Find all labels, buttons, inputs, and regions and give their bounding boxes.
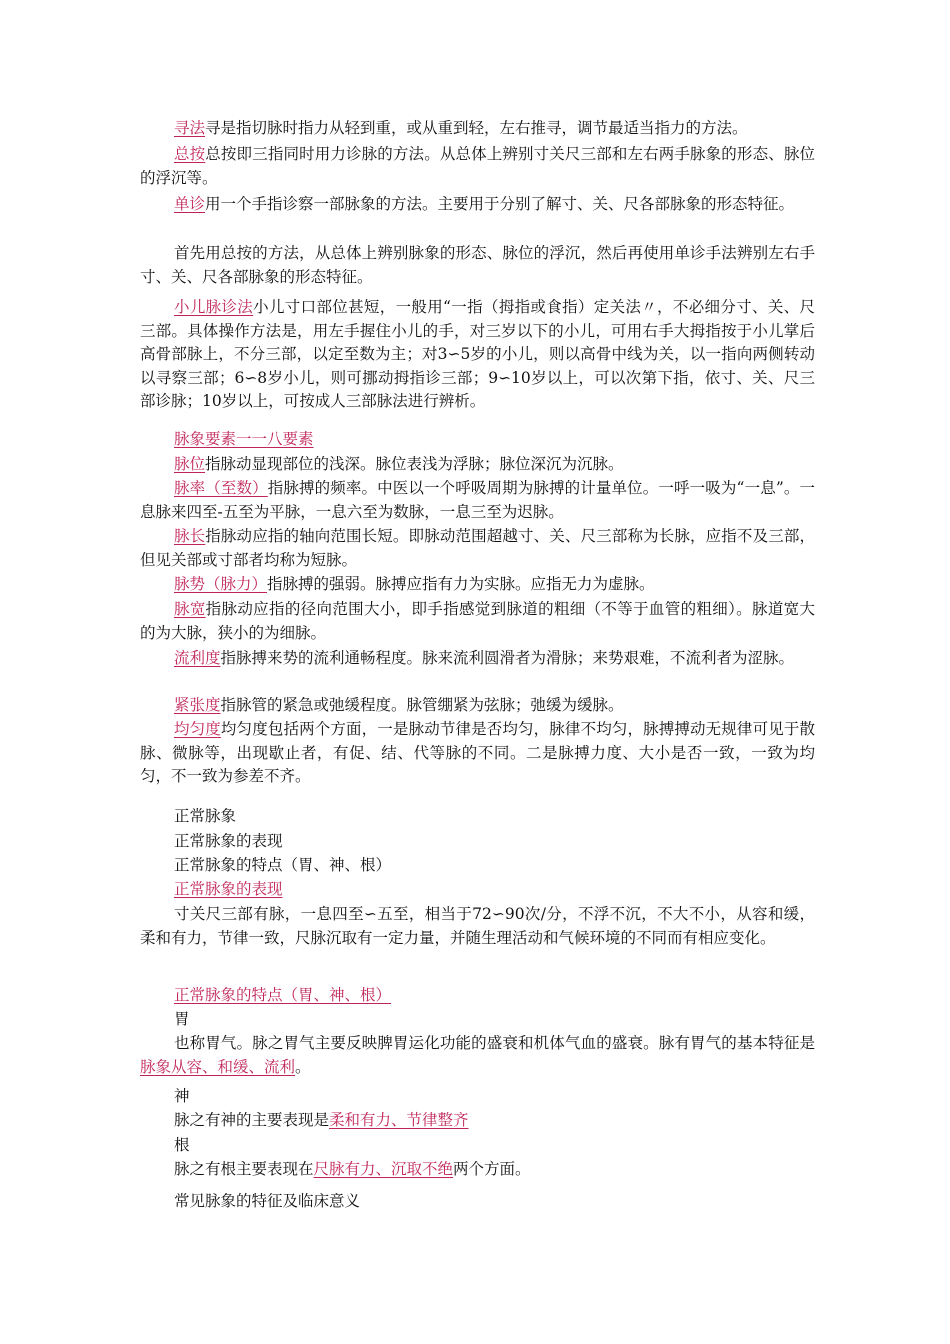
paragraph-wei: [140, 1032, 815, 1079]
heading-common-pulses: 常见脉象的特征及临床意义: [174, 1192, 361, 1210]
term-elements: 脉象要素一一八要素: [174, 430, 314, 448]
text-maiwei: 指脉动显现部位的浅深。脉位表浅为浮脉；脉位深沉为沉脉。: [205, 455, 624, 473]
term-liulidu: 流利度: [174, 649, 221, 667]
label-shen: 神: [174, 1087, 190, 1105]
paragraph-first: [140, 242, 815, 289]
text-maikuan: 指脉动应指的径向范围大小，即手指感觉到脉道的粗细（不等于血管的粗细）。脉道宽大的为大脉，狭小的为细脉。: [140, 600, 815, 642]
outline-normal-pulse-features: 正常脉象的特点（胃、神、根）: [174, 856, 392, 874]
highlight-wei: 脉象从容、和缓、流利: [140, 1057, 296, 1076]
term-maishi: 脉势（脉力）: [174, 575, 268, 593]
text-wei-b: 。: [295, 1057, 311, 1076]
term-mailv: 脉率（至数）: [174, 479, 268, 497]
heading-features: [174, 984, 815, 1008]
term-xiaoer: 小儿脉诊法: [174, 298, 254, 316]
text-zongan: 总按即三指同时用力诊脉的方法。从总体上辨别寸关尺三部和左右两手脉象的形态、脉位的浮沉等。: [140, 145, 815, 187]
term-junyundu: 均匀度: [174, 720, 221, 738]
text-maishi: 指脉搏的强弱。脉搏应指有力为实脉。应指无力为虚脉。: [267, 575, 655, 593]
outline-normal-pulse-manifestation: 正常脉象的表现: [174, 832, 283, 850]
text-gen-a: 脉之有根主要表现在: [174, 1160, 314, 1178]
paragraph-gen: [174, 1158, 815, 1182]
paragraph-zongan: [140, 143, 815, 190]
paragraph-jinzhangdu: [140, 694, 815, 718]
label-wei: 胃: [174, 1010, 190, 1028]
term-maikuan: 脉宽: [174, 600, 206, 618]
outline-normal-pulse: 正常脉象: [174, 807, 237, 825]
text-danzhen: 用一个手指诊察一部脉象的方法。主要用于分别了解寸、关、尺各部脉象的形态特征。: [205, 195, 795, 213]
paragraph-danzhen: [140, 193, 815, 217]
text-xiaoer: 小儿寸口部位甚短，一般用“一指（拇指或食指）定关法〃，不必细分寸、关、尺三部。具体操作方法是，用左手握住小儿的手，对三岁以下的小儿，可用右手大拇指按于小儿掌后高骨部脉上，不分三部，以定至数为主；对3∽5岁的小儿，则以高骨中线为关，以一指向两侧转动以寻察三部；6∽8岁小儿，则可挪动拇指诊三部；9∽10岁以上，可以次第下指，依寸、关、尺三部诊脉；10岁以上，可按成人三部脉法进行辨析。: [140, 298, 815, 410]
text-maichang: 指脉动应指的轴向范围长短。即脉动范围超越寸、关、尺三部称为长脉，应指不及三部，但见关部或寸部者均称为短脉。: [140, 527, 815, 569]
text-shen-a: 脉之有神的主要表现是: [174, 1111, 330, 1129]
highlight-shen: 柔和有力、节律整齐: [329, 1111, 469, 1129]
text-mailv: 指脉搏的频率。中医以一个呼吸周期为脉搏的计量单位。一呼一吸为“一息”。一息脉来四至-五至为平脉，一息六至为数脉，一息三至为迟脉。: [140, 479, 815, 521]
paragraph-xiaoer: [140, 296, 815, 414]
term-jinzhangdu: 紧张度: [174, 696, 221, 714]
term-maiwei: 脉位: [174, 455, 206, 473]
text-xunfa: 寻是指切脉时指力从轻到重，或从重到轻，左右推寻，调节最适当指力的方法。: [205, 119, 748, 137]
paragraph-mailv: [140, 477, 815, 524]
term-zongan: 总按: [174, 145, 206, 163]
heading-elements: [174, 428, 815, 452]
term-danzhen: 单诊: [174, 195, 206, 213]
text-liulidu: 指脉搏来势的流利通畅程度。脉来流利圆滑者为滑脉；来势艰难，不流利者为涩脉。: [220, 649, 795, 667]
highlight-gen: 尺脉有力、沉取不绝: [313, 1160, 454, 1178]
heading-manifestation: [174, 878, 815, 902]
paragraph-maichang: [140, 525, 815, 572]
paragraph-maiwei: [140, 453, 815, 477]
paragraph-junyundu: [140, 718, 815, 789]
paragraph-xunfa: [140, 117, 815, 141]
text-first: 首先用总按的方法，从总体上辨别脉象的形态、脉位的浮沉，然后再使用单诊手法辨别左右手寸、关、尺各部脉象的形态特征。: [140, 244, 815, 286]
text-junyundu: 均匀度包括两个方面，一是脉动节律是否均匀，脉律不均匀，脉搏搏动无规律可见于散脉、微脉等，出现歇止者，有促、结、代等脉的不同。二是脉搏力度、大小是否一致，一致为均匀，不一致为参差不齐。: [140, 720, 815, 785]
text-gen-b: 两个方面。: [453, 1160, 531, 1178]
paragraph-shen: [174, 1109, 815, 1133]
paragraph-manifestation: 寸关尺三部有脉，一息四至∽五至，相当于72∽90次/分，不浮不沉，不大不小，从容和缓，柔和有力，节律一致，尺脉沉取有一定力量，并随生理活动和气候环境的不同而有相应变化。: [140, 905, 815, 947]
label-gen: 根: [174, 1136, 190, 1154]
heading-features-text: 正常脉象的特点（胃、神、根）: [174, 986, 392, 1004]
term-xunfa: 寻法: [174, 119, 206, 137]
heading-manifestation-text: 正常脉象的表现: [174, 880, 283, 898]
paragraph-maikuan: [140, 598, 815, 645]
text-wei-a: 也称胃气。脉之胃气主要反映脾胃运化功能的盛衰和机体气血的盛衰。脉有胃气的基本特征是: [174, 1034, 815, 1052]
paragraph-liulidu: [140, 647, 815, 671]
paragraph-maishi: [140, 573, 815, 597]
text-jinzhangdu: 指脉管的紧急或弛缓程度。脉管绷紧为弦脉；弛缓为缓脉。: [220, 696, 624, 714]
term-maichang: 脉长: [174, 527, 206, 545]
